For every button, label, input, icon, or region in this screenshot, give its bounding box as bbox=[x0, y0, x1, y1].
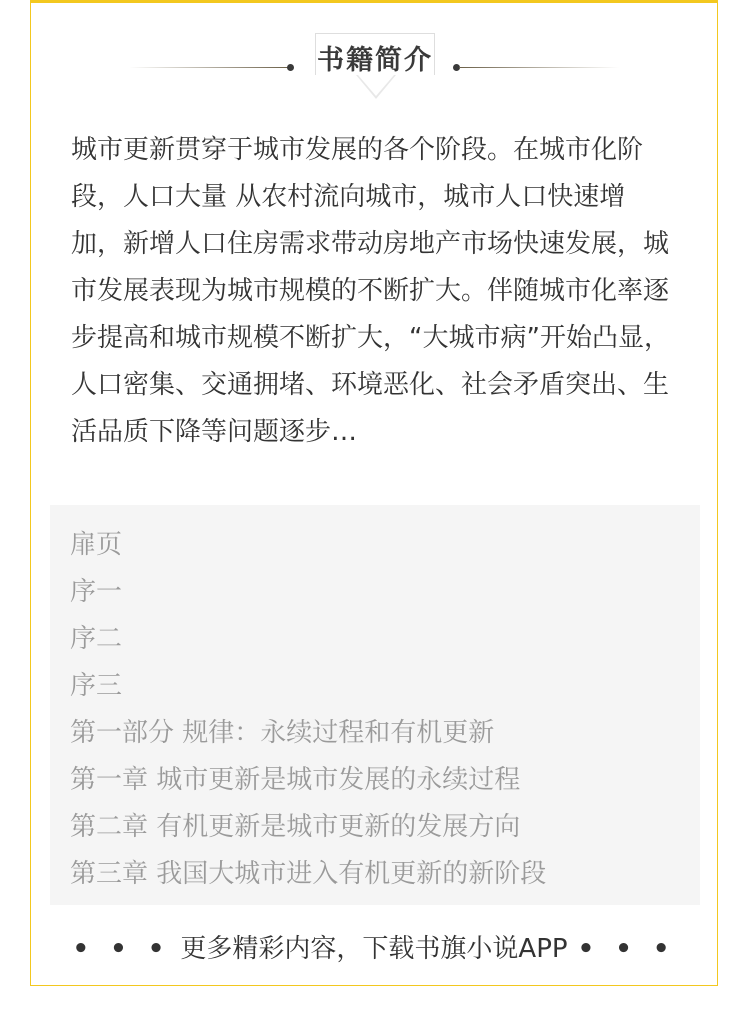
toc-item[interactable]: 第一章 城市更新是城市发展的永续过程 bbox=[70, 765, 521, 795]
toc-item[interactable]: 序三 bbox=[70, 671, 123, 701]
download-app-link[interactable] bbox=[31, 923, 717, 975]
header-dot-left bbox=[287, 64, 294, 71]
table-of-contents bbox=[50, 505, 700, 905]
toc-item[interactable]: 序二 bbox=[70, 624, 123, 654]
book-intro-card bbox=[30, 0, 718, 986]
toc-item[interactable]: 第二章 有机更新是城市更新的发展方向 bbox=[70, 812, 521, 842]
dots-left-icon: • • • bbox=[72, 934, 171, 964]
header-rule-left bbox=[129, 67, 289, 68]
dots-right-icon: • • • bbox=[577, 934, 676, 964]
header-rule-right bbox=[459, 67, 619, 68]
download-app-label: 更多精彩内容，下载书旗小说APP bbox=[180, 934, 568, 964]
toc-item[interactable]: 第一部分 规律：永续过程和有机更新 bbox=[70, 718, 495, 748]
toc-item[interactable]: 第三章 我国大城市进入有机更新的新阶段 bbox=[70, 859, 547, 889]
book-intro-text: 城市更新贯穿于城市发展的各个阶段。在城市化阶段，人口大量 从农村流向城市，城市人口快速增加，新增人口住房需求带动房地产市场快速发展，城市发展表现为城市规模的不断扩大。伴随城市化率逐步提高和城市规模不断扩大，“大城市病”开始凸显，人口密集、交通拥堵、环境恶化、社会矛盾突出、生活品质下降等问题逐步… bbox=[71, 135, 670, 447]
toc-item[interactable]: 序一 bbox=[70, 577, 123, 607]
section-title: 书籍简介 bbox=[317, 45, 433, 76]
toc-item[interactable]: 扉页 bbox=[70, 530, 123, 560]
section-header bbox=[31, 31, 717, 105]
